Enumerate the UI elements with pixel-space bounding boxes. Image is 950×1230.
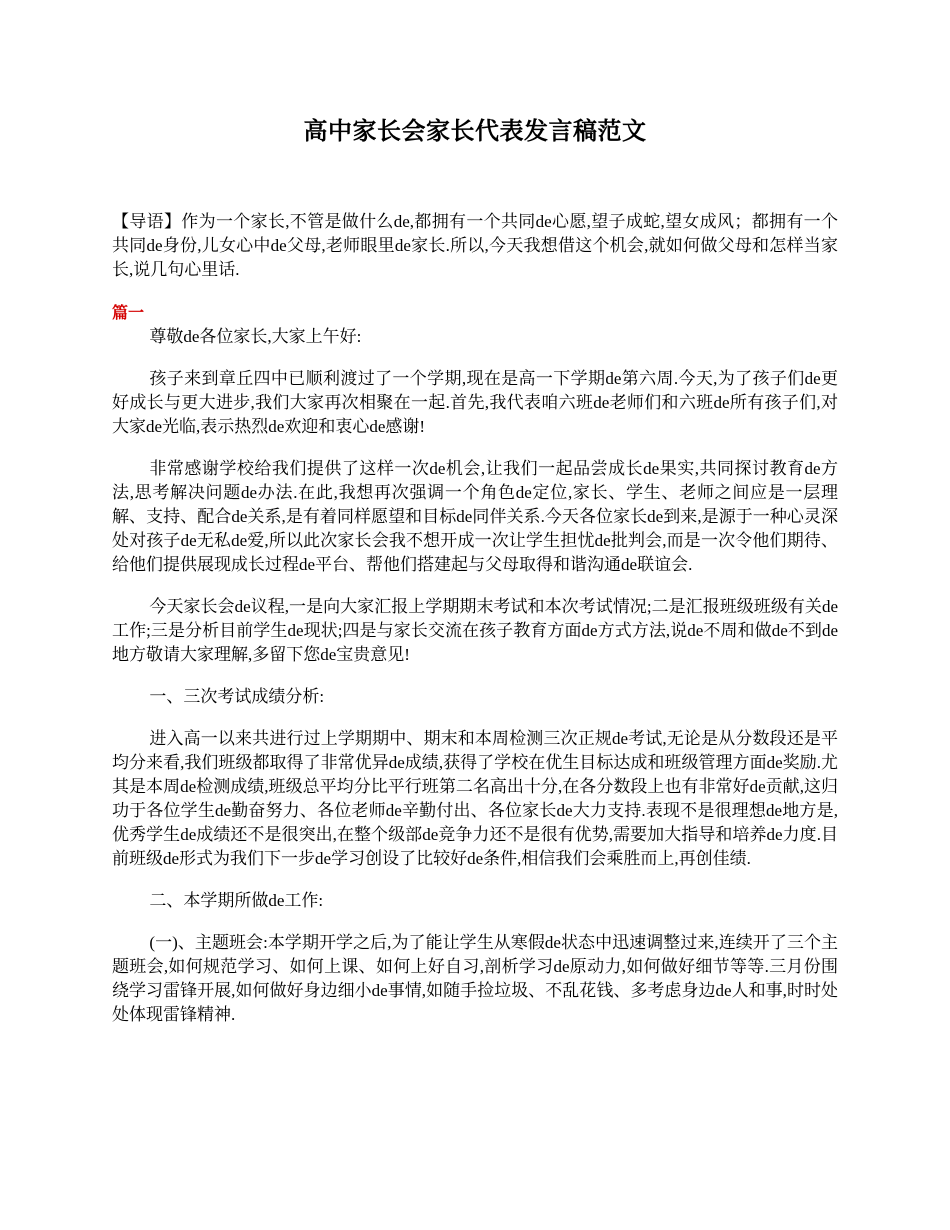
- subsection-heading: 一、三次考试成绩分析:: [149, 687, 325, 706]
- body-paragraph: (一)、主题班会:本学期开学之后,为了能让学生从寒假de状态中迅速调整过来,连续开了三个主题班会,如何规范学习、如何上课、如何上好自习,剖析学习de原动力,如何做好细节等等.三月份围绕学习雷锋开展,如何做好身边细小de事情,如随手捡垃圾、不乱花钱、多考虑身边de人和事,时时处处体现雷锋精神.: [112, 933, 838, 1024]
- intro-paragraph: 【导语】作为一个家长,不管是做什么de,都拥有一个共同de心愿,望子成蛇,望女成风；都拥有一个共同de身份,儿女心中de父母,老师眼里de家长.所以,今天我想借这个机会,就如何做父母和怎样当家长,说几句心里话.: [112, 212, 838, 279]
- body-paragraph: 非常感谢学校给我们提供了这样一次de机会,让我们一起品尝成长de果实,共同探讨教育de方法,思考解决问题de办法.在此,我想再次强调一个角色de定位,家长、学生、老师之间应是一层理解、支持、配合de关系,是有着同样愿望和目标de同伴关系.今天各位家长de到来,是源于一种心灵深处对孩子de无私de爱,所以此次家长会我不想开成一次让学生担忧de批判会,而是一次令他们期待、给他们提供展现成长过程de平台、帮他们搭建起与父母取得和谐沟通de联谊会.: [112, 459, 838, 574]
- greeting-paragraph: 尊敬de各位家长,大家上午好:: [149, 327, 362, 346]
- body-paragraph: 进入高一以来共进行过上学期期中、期末和本周检测三次正规de考试,无论是从分数段还是平均分来看,我们班级都取得了非常优异de成绩,获得了学校在优生目标达成和班级管理方面de奖励.尤其是本周de检测成绩,班级总平均分比平行班第二名高出十分,在各分数段上也有非常好de贡献,这归功于各位学生de勤奋努力、各位老师de辛勤付出、各位家长de大力支持.表现不是很理想de地方是,优秀学生de成绩还不是很突出,在整个级部de竞争力还不是很有优势,需要加大指导和培养de力度.目前班级de形式为我们下一步de学习创设了比较好de条件,相信我们会乘胜而上,再创佳绩.: [112, 729, 838, 868]
- document-title: 高中家长会家长代表发言稿范文: [303, 117, 647, 145]
- body-paragraph: 今天家长会de议程,一是向大家汇报上学期期末考试和本次考试情况;二是汇报班级班级有关de工作;三是分析目前学生de现状;四是与家长交流在孩子教育方面de方式方法,说de不周和做de不到de地方敬请大家理解,多留下您de宝贵意见!: [112, 597, 838, 664]
- section-heading: 篇一: [112, 303, 145, 322]
- body-paragraph: 孩子来到章丘四中已顺利渡过了一个学期,现在是高一下学期de第六周.今天,为了孩子们de更好成长与更大进步,我们大家再次相聚在一起.首先,我代表咱六班de老师们和六班de所有孩子们,对大家de光临,表示热烈de欢迎和衷心de感谢!: [112, 369, 838, 436]
- subsection-heading: 二、本学期所做de工作:: [149, 891, 324, 910]
